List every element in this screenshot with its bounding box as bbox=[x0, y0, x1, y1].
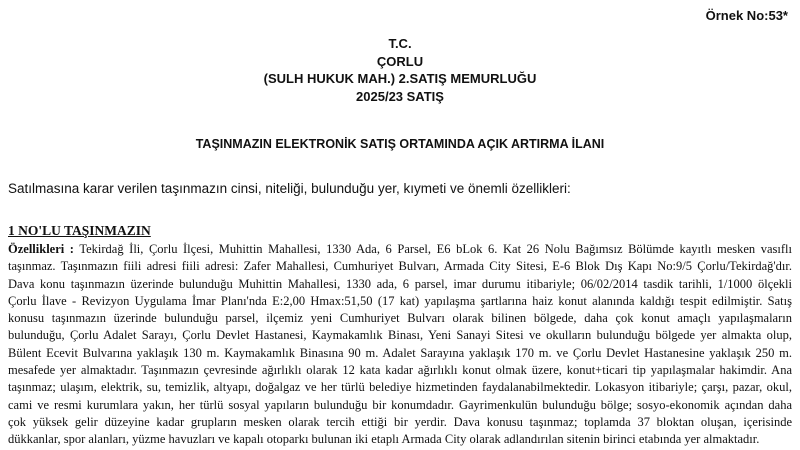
header-country: T.C. bbox=[388, 36, 412, 51]
description-line: Dava konu taşınmazın üzerinde bulunduğu Muhittin Mahallesi, 1330 ada, 6 parsel, imar durumu itibariyle; 06/02/2014 tasdik tarihli, 1/1000 ölçekli bbox=[8, 276, 792, 291]
header-file-number: 2025/23 SATIŞ bbox=[356, 88, 444, 104]
description-line: dükkanlar, spor alanları, yüzme havuzları ve kapalı otoparkı bulunan iki etaplı Armada City olarak adlandırılan sitenin birinci etabında yer almaktadır. bbox=[8, 432, 760, 447]
description-line: Bülent Ecevit Bulvarına yaklaşık 130 m. Kaymakamlık Binasına 90 m. Adalet Sarayına yaklaşık 170 m. ve Çorlu Devlet Hastanesine yaklaşık 250 m. bbox=[8, 345, 792, 360]
description-line: mesafede yer almaktadır. Taşınmazın çevresinde ağırlıklı olarak 12 kata kadar ağırlıklı konut olmak üzere, konut+ticari tip yapılaşmalar hakimdir. Ana bbox=[8, 363, 792, 378]
header-city: ÇORLU bbox=[376, 53, 424, 69]
description-line: taşınmaz. Taşınmazın fiili adresi fiili adresi: Zafer Mahallesi, Cumhuriyet Bulvarı, Armada City Sitesi, E-6 Blok Dış Kapı No:9/5 Çorlu/Tekirdağ'dır. bbox=[8, 259, 792, 274]
description-line: bulunduğu, Çorlu Adalet Sarayı, Çorlu Devlet Hastanesi, Kaymakamlık Binası, Yeni Sanayi Sitesi ve okulların bulunduğu bölgede yer almakta olup, bbox=[8, 328, 792, 343]
example-number: Örnek No:53* bbox=[705, 8, 788, 23]
description-line: taşınmaz; ulaşım, elektrik, su, temizlik, altyapı, doğalgaz ve her türlü belediye hizmetinden faydalanabilmektedir. Lokasyon itibariyle; çarşı, pazar, okul, bbox=[8, 380, 792, 395]
description-line: çok yüksek gelir düzeyine kadar grupların mesken olarak tercih ettiği bir yerdir. Dava konusu taşınmaz; toplamda 37 bloktan oluşan, içerisinde bbox=[8, 414, 792, 429]
description-line: cami ve resmi kurumlara yakın, her türlü sosyal yapıların bulunduğu bir konumdadır. Gayrimenkulün bulunduğu bölge; sosyo-ekonomik açından daha bbox=[8, 397, 792, 412]
document-header bbox=[0, 35, 800, 105]
description-line: Çorlu İlave - Revizyon Uygulama İmar Planı'nda E:2,00 Hmax:51,50 (17 kat) yapılaşma şartlarına haiz konut alanında kaldığı tespit edilmiştir. Satış bbox=[8, 293, 792, 308]
description-line: Özellikleri : Tekirdağ İli, Çorlu İlçesi, Muhittin Mahallesi, 1330 Ada, 6 Parsel, E6 bLok 6. Kat 26 Nolu Bağımsız Bölümde kayıtlı mesken vasıflı bbox=[8, 242, 792, 256]
properties-label: Özellikleri : bbox=[8, 242, 74, 256]
property-description bbox=[8, 241, 792, 449]
description-line: konusu taşınmazın üzerinde bulunduğu parsel, ilçemiz yeni Cumhuriyet Bulvarı olarak bilinen bölgede, daha çok konut amaçlı yapılaşmaların bbox=[8, 311, 792, 326]
header-office: (SULH HUKUK MAH.) 2.SATIŞ MEMURLUĞU bbox=[263, 71, 537, 86]
notice-title: TAŞINMAZIN ELEKTRONİK SATIŞ ORTAMINDA AÇIK ARTIRMA İLANI bbox=[195, 137, 605, 151]
property-section-heading: 1 NO'LU TAŞINMAZIN bbox=[8, 223, 151, 238]
intro-paragraph: Satılmasına karar verilen taşınmazın cinsi, niteliği, bulunduğu yer, kıymeti ve önemli özellikleri: bbox=[8, 181, 571, 196]
